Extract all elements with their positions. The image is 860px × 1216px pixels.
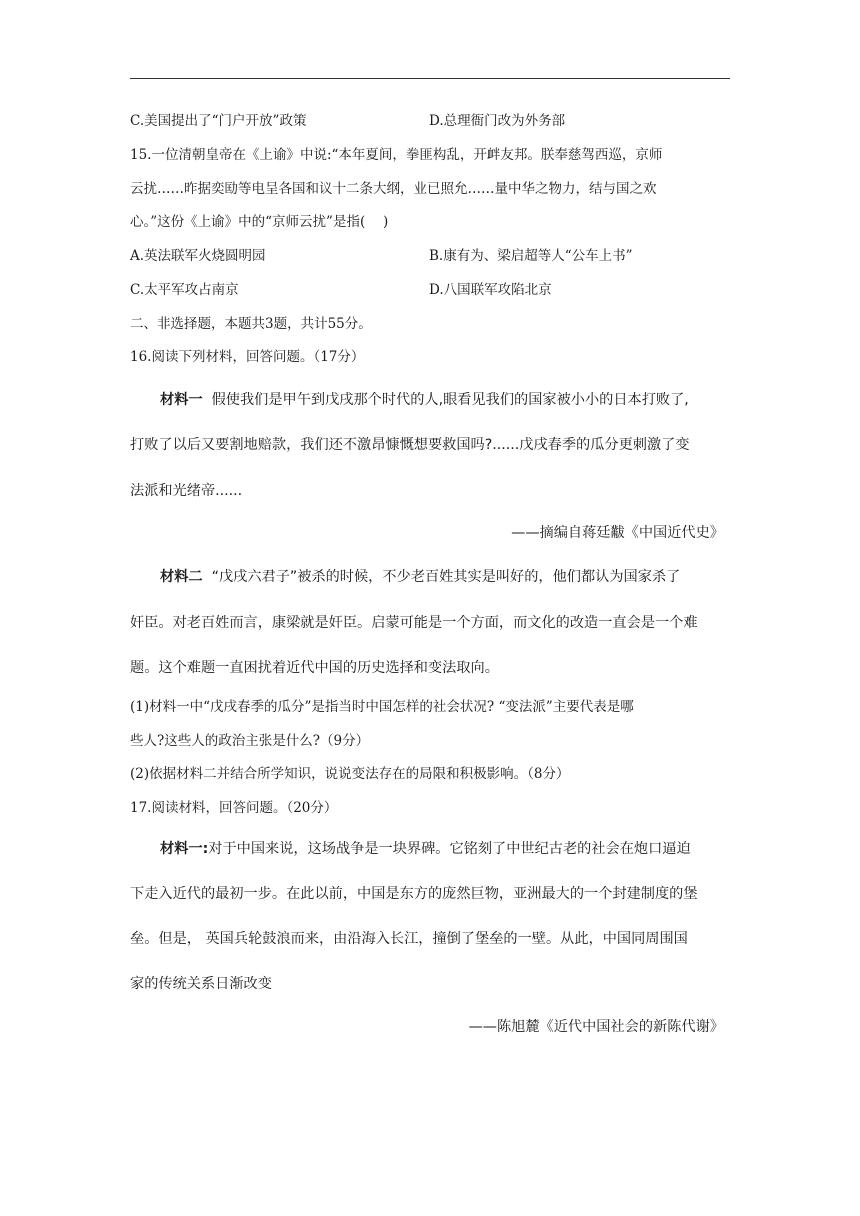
q16-material-2-text: “戊戌六君子”被杀的时候，不少老百姓其实是叫好的，他们都认为国家杀了 bbox=[211, 569, 681, 585]
q16-material-1-source: ——摘编自蒋廷黻《中国近代史》 bbox=[511, 525, 724, 541]
q16-title: 16.阅读下列材料，回答问题。（17分） bbox=[130, 349, 365, 365]
q16-material-2-line-3: 题。这个难题一直困扰着近代中国的历史选择和变法取向。 bbox=[130, 660, 499, 676]
q15-option-c: C.太平军攻占南京 bbox=[130, 282, 239, 298]
q15-stem-line-1: 15.一位清朝皇帝在《上谕》中说:“本年夏间，拳匪构乱，开衅友邦。朕奉慈驾西巡，京师 bbox=[130, 147, 663, 163]
q16-material-1-line-3: 法派和光绪帝...... bbox=[130, 483, 243, 499]
q17-material-1-line-3: 垒。但是， 英国兵轮鼓浪而来，由沿海入长江，撞倒了堡垒的一壁。从此，中国同周围国 bbox=[130, 931, 688, 947]
q16-subquestion-1-line-2: 些人?这些人的政治主张是什么?（9分） bbox=[130, 733, 370, 749]
q14-option-d: D.总理衙门改为外务部 bbox=[429, 113, 566, 129]
q17-material-1-line-1 bbox=[160, 838, 691, 860]
q16-material-2-line-1 bbox=[160, 566, 680, 588]
q16-material-1-label: 材料一 bbox=[160, 392, 203, 408]
q15-option-d: D.八国联军攻陷北京 bbox=[429, 282, 552, 298]
section-2-heading: 二、非选择题，本题共3题，共计55分。 bbox=[130, 316, 372, 332]
q17-material-1-label: 材料一: bbox=[160, 841, 209, 857]
q15-stem-line-2: 云扰……昨据奕劻等电呈各国和议十二条大纲，业已照允……量中华之物力，结与国之欢 bbox=[130, 181, 657, 197]
header-rule bbox=[130, 78, 730, 79]
q16-material-1-line-2: 打败了以后又要割地赔款，我们还不激昂慷慨想要救国吗?......戊戌春季的瓜分更刺激了变 bbox=[130, 437, 690, 453]
q16-subquestion-2: (2)依据材料二并结合所学知识，说说变法存在的局限和积极影响。（8分） bbox=[130, 766, 570, 782]
q17-title: 17.阅读材料，回答问题。（20分） bbox=[130, 800, 338, 816]
q16-material-2-label: 材料二 bbox=[160, 569, 203, 585]
q16-material-1-text: 假使我们是甲午到戊戌那个时代的人,眼看见我们的国家被小小的日本打败了, bbox=[211, 392, 689, 408]
q17-material-1-source: ——陈旭麓《近代中国社会的新陈代谢》 bbox=[468, 1019, 724, 1035]
q14-option-c: C.美国提出了“门户开放”政策 bbox=[130, 113, 307, 129]
q16-subquestion-1-line-1: (1)材料一中“戊戌春季的瓜分”是指当时中国怎样的社会状况? “变法派”主要代表是哪 bbox=[130, 699, 634, 715]
q17-material-1-line-4: 家的传统关系日渐改变 bbox=[130, 976, 272, 992]
q16-material-1-line-1 bbox=[160, 389, 689, 411]
q17-material-1-text: 对于中国来说，这场战争是一块界碑。它铭刻了中世纪古老的社会在炮口逼迫 bbox=[208, 841, 691, 857]
q15-option-a: A.英法联军火烧圆明园 bbox=[130, 248, 266, 264]
q15-option-b: B.康有为、梁启超等人“公车上书” bbox=[429, 248, 633, 264]
q16-material-2-line-2: 奸臣。对老百姓而言，康梁就是奸臣。启蒙可能是一个方面，而文化的改造一直会是一个难 bbox=[130, 615, 698, 631]
q17-material-1-line-2: 下走入近代的最初一步。在此以前，中国是东方的庞然巨物，亚洲最大的一个封建制度的堡 bbox=[130, 886, 698, 902]
q15-stem-line-3: 心。”这份《上谕》中的“京师云扰”是指( ) bbox=[130, 214, 389, 230]
